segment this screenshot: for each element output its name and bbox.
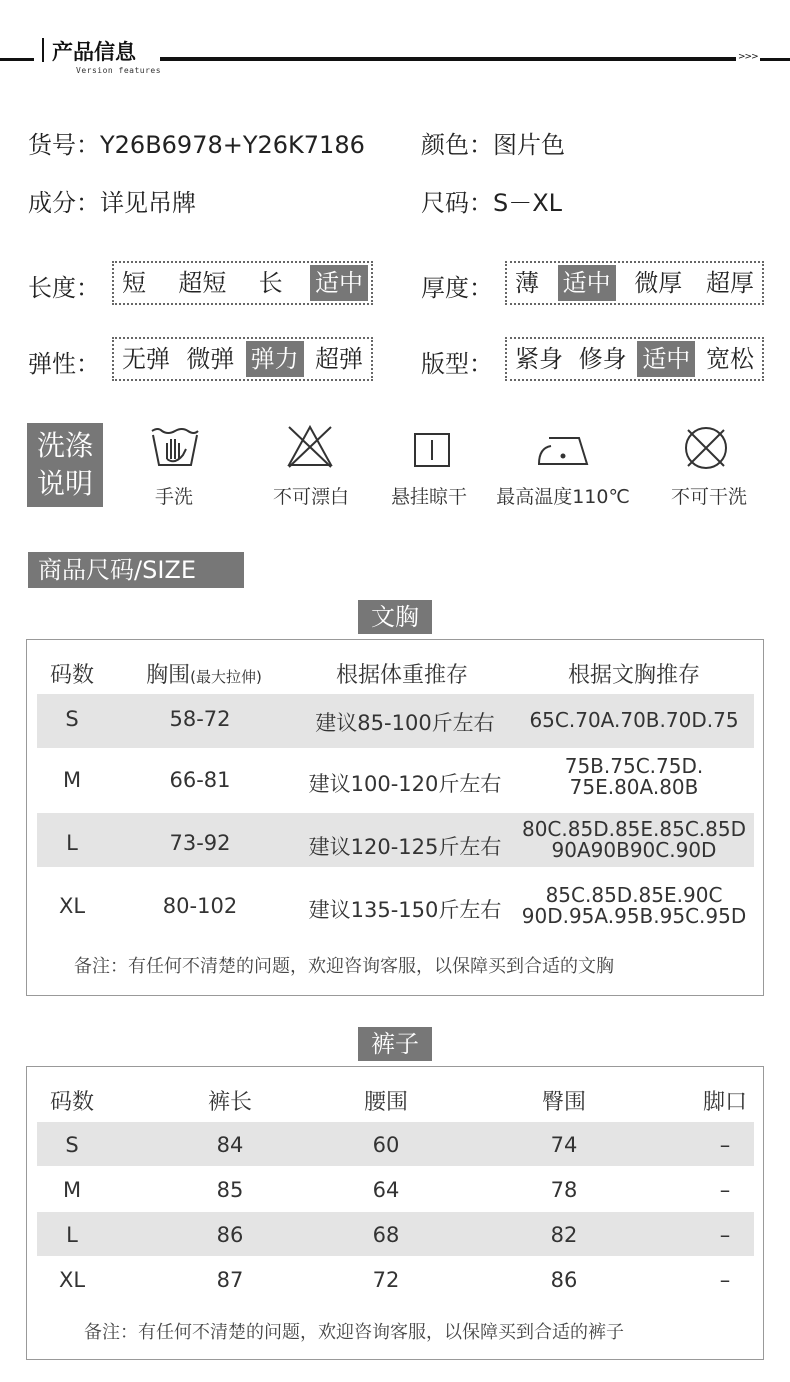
pants-cell: 72 [372, 1268, 400, 1292]
wash-badge-line: 说明 [36, 467, 93, 500]
hand-wash-label: 手洗 [154, 486, 193, 508]
bra-cell-weight: 建议100-120斤左右 [308, 772, 502, 796]
elasticity-option: 超弹 [314, 345, 363, 373]
pants-table-note: 备注：有任何不清楚的问题，欢迎咨询客服，以保障买到合适的裤子 [84, 1322, 624, 1343]
color-label: 颜色： [421, 131, 493, 159]
header-arrows: >>> [738, 52, 758, 62]
thickness-label: 厚度： [421, 274, 493, 302]
pants-cell: 82 [550, 1223, 578, 1247]
pants-cell: S [65, 1133, 79, 1157]
pants-table-title: 裤子 [358, 1027, 432, 1061]
bra-cell-chest: 73-92 [169, 831, 231, 855]
bra-header-chest-note: (最大拉伸) [190, 668, 262, 686]
pants-cell: – [719, 1268, 731, 1292]
bra-cell-cup: 65C.70A.70B.70D.75 [529, 708, 739, 732]
elasticity-label: 弹性： [28, 350, 100, 378]
pants-cell: 60 [372, 1133, 400, 1157]
length-option-selected: 适中 [310, 265, 368, 301]
iron-label: 最高温度110℃ [496, 486, 630, 508]
elasticity-options [112, 337, 373, 381]
fit-option: 宽松 [705, 345, 754, 373]
length-option: 短 [122, 269, 146, 297]
header-line-end [760, 58, 790, 61]
size-info [421, 183, 562, 218]
pants-cell: – [719, 1178, 731, 1202]
pants-header-hip: 臀围 [541, 1090, 586, 1115]
bra-cell-weight: 建议85-100斤左右 [315, 711, 495, 735]
elasticity-option: 微弹 [186, 345, 235, 373]
bra-cell-size: L [66, 831, 78, 855]
pants-cell: 84 [216, 1133, 244, 1157]
size-section-title: 商品尺码/SIZE [28, 552, 244, 588]
item-number-label: 货号： [28, 131, 100, 159]
pants-cell: 86 [550, 1268, 578, 1292]
page-title: 产品信息 [52, 40, 136, 64]
bra-cell-cup [520, 819, 748, 861]
hand-wash-icon [148, 425, 202, 469]
thickness-option: 薄 [515, 269, 539, 297]
elasticity-option: 无弹 [122, 345, 170, 373]
fit-option: 紧身 [515, 345, 563, 373]
length-option: 长 [258, 269, 283, 297]
bra-cell-weight: 建议135-150斤左右 [308, 898, 502, 922]
pants-header-size: 码数 [49, 1090, 94, 1115]
material-label: 成分： [28, 189, 100, 217]
fit-option-selected: 适中 [637, 341, 695, 377]
fit-options [505, 337, 764, 381]
pants-cell: 87 [216, 1268, 244, 1292]
bra-cell-cup-line: 90A90B90C.90D [551, 838, 717, 862]
material-value: 详见吊牌 [100, 189, 196, 217]
bra-cell-chest: 58-72 [169, 707, 231, 731]
size-label: 尺码： [421, 189, 493, 217]
wash-instructions-badge [27, 423, 103, 507]
length-options [112, 261, 373, 305]
header-line-right [160, 57, 736, 61]
pants-cell: 74 [550, 1133, 578, 1157]
bra-header-size: 码数 [49, 663, 94, 688]
bra-cell-chest: 66-81 [169, 768, 231, 792]
color-value: 图片色 [493, 131, 565, 159]
thickness-option: 超厚 [705, 269, 754, 297]
material-info [28, 183, 196, 218]
elasticity-option-selected: 弹力 [246, 341, 304, 377]
bra-cell-cup-line: 85C.85D.85E.90C [545, 883, 723, 907]
bra-header-weight: 根据体重推存 [335, 663, 468, 688]
bra-cell-cup-line: 80C.85D.85E.85C.85D [521, 817, 747, 841]
thickness-options [505, 261, 764, 305]
bra-header-chest-text: 胸围 [146, 663, 191, 688]
pants-cell: 68 [372, 1223, 400, 1247]
pants-cell: – [719, 1223, 731, 1247]
fit-label: 版型： [421, 350, 493, 378]
thickness-option: 微厚 [634, 269, 683, 297]
hang-dry-icon [413, 432, 451, 468]
wash-badge-line: 洗涤 [36, 429, 93, 462]
bra-cell-cup-line: 90D.95A.95B.95C.95D [521, 904, 747, 928]
bra-cell-size: S [65, 707, 79, 731]
bra-cell-weight: 建议120-125斤左右 [308, 835, 502, 859]
bra-cell-size: M [62, 768, 82, 792]
pants-cell: M [62, 1178, 82, 1202]
bra-header-chest [120, 658, 288, 689]
pants-cell: 86 [216, 1223, 244, 1247]
pants-header-length: 裤长 [207, 1090, 252, 1115]
bra-table-title: 文胸 [358, 600, 432, 634]
header-line-left [0, 58, 34, 61]
header-divider [42, 38, 44, 62]
page-subtitle: Version features [76, 66, 162, 75]
bra-table-note: 备注：有任何不清楚的问题，欢迎咨询客服，以保障买到合适的文胸 [74, 956, 614, 977]
pants-cell: – [719, 1133, 731, 1157]
bra-cell-cup [520, 885, 748, 927]
size-value: S－XL [493, 189, 563, 217]
bra-cell-size: XL [58, 894, 86, 918]
color-info [421, 125, 565, 160]
pants-header-hem: 脚口 [702, 1090, 747, 1115]
length-option: 超短 [178, 269, 227, 297]
bra-cell-cup [520, 756, 748, 798]
bra-header-cup: 根据文胸推存 [567, 663, 700, 688]
no-dry-clean-label: 不可干洗 [670, 486, 747, 508]
pants-cell: XL [58, 1268, 86, 1292]
pants-cell: 78 [550, 1178, 578, 1202]
pants-cell: L [66, 1223, 78, 1247]
pants-cell: 64 [372, 1178, 400, 1202]
hang-dry-label: 悬挂晾干 [390, 486, 467, 508]
no-bleach-label: 不可漂白 [272, 486, 349, 508]
item-number [28, 125, 365, 160]
no-dry-clean-icon [682, 424, 730, 472]
bra-cell-cup-line: 75B.75C.75D. [564, 754, 704, 778]
length-label: 长度： [28, 274, 100, 302]
item-number-value: Y26B6978+Y26K7186 [100, 131, 365, 159]
iron-icon [535, 432, 591, 468]
no-bleach-icon [285, 423, 335, 469]
thickness-option-selected: 适中 [558, 265, 616, 301]
pants-cell: 85 [216, 1178, 244, 1202]
bra-cell-cup-line: 75E.80A.80B [569, 775, 699, 799]
bra-cell-chest: 80-102 [162, 894, 238, 918]
pants-header-waist: 腰围 [363, 1090, 408, 1115]
fit-option: 修身 [578, 345, 627, 373]
